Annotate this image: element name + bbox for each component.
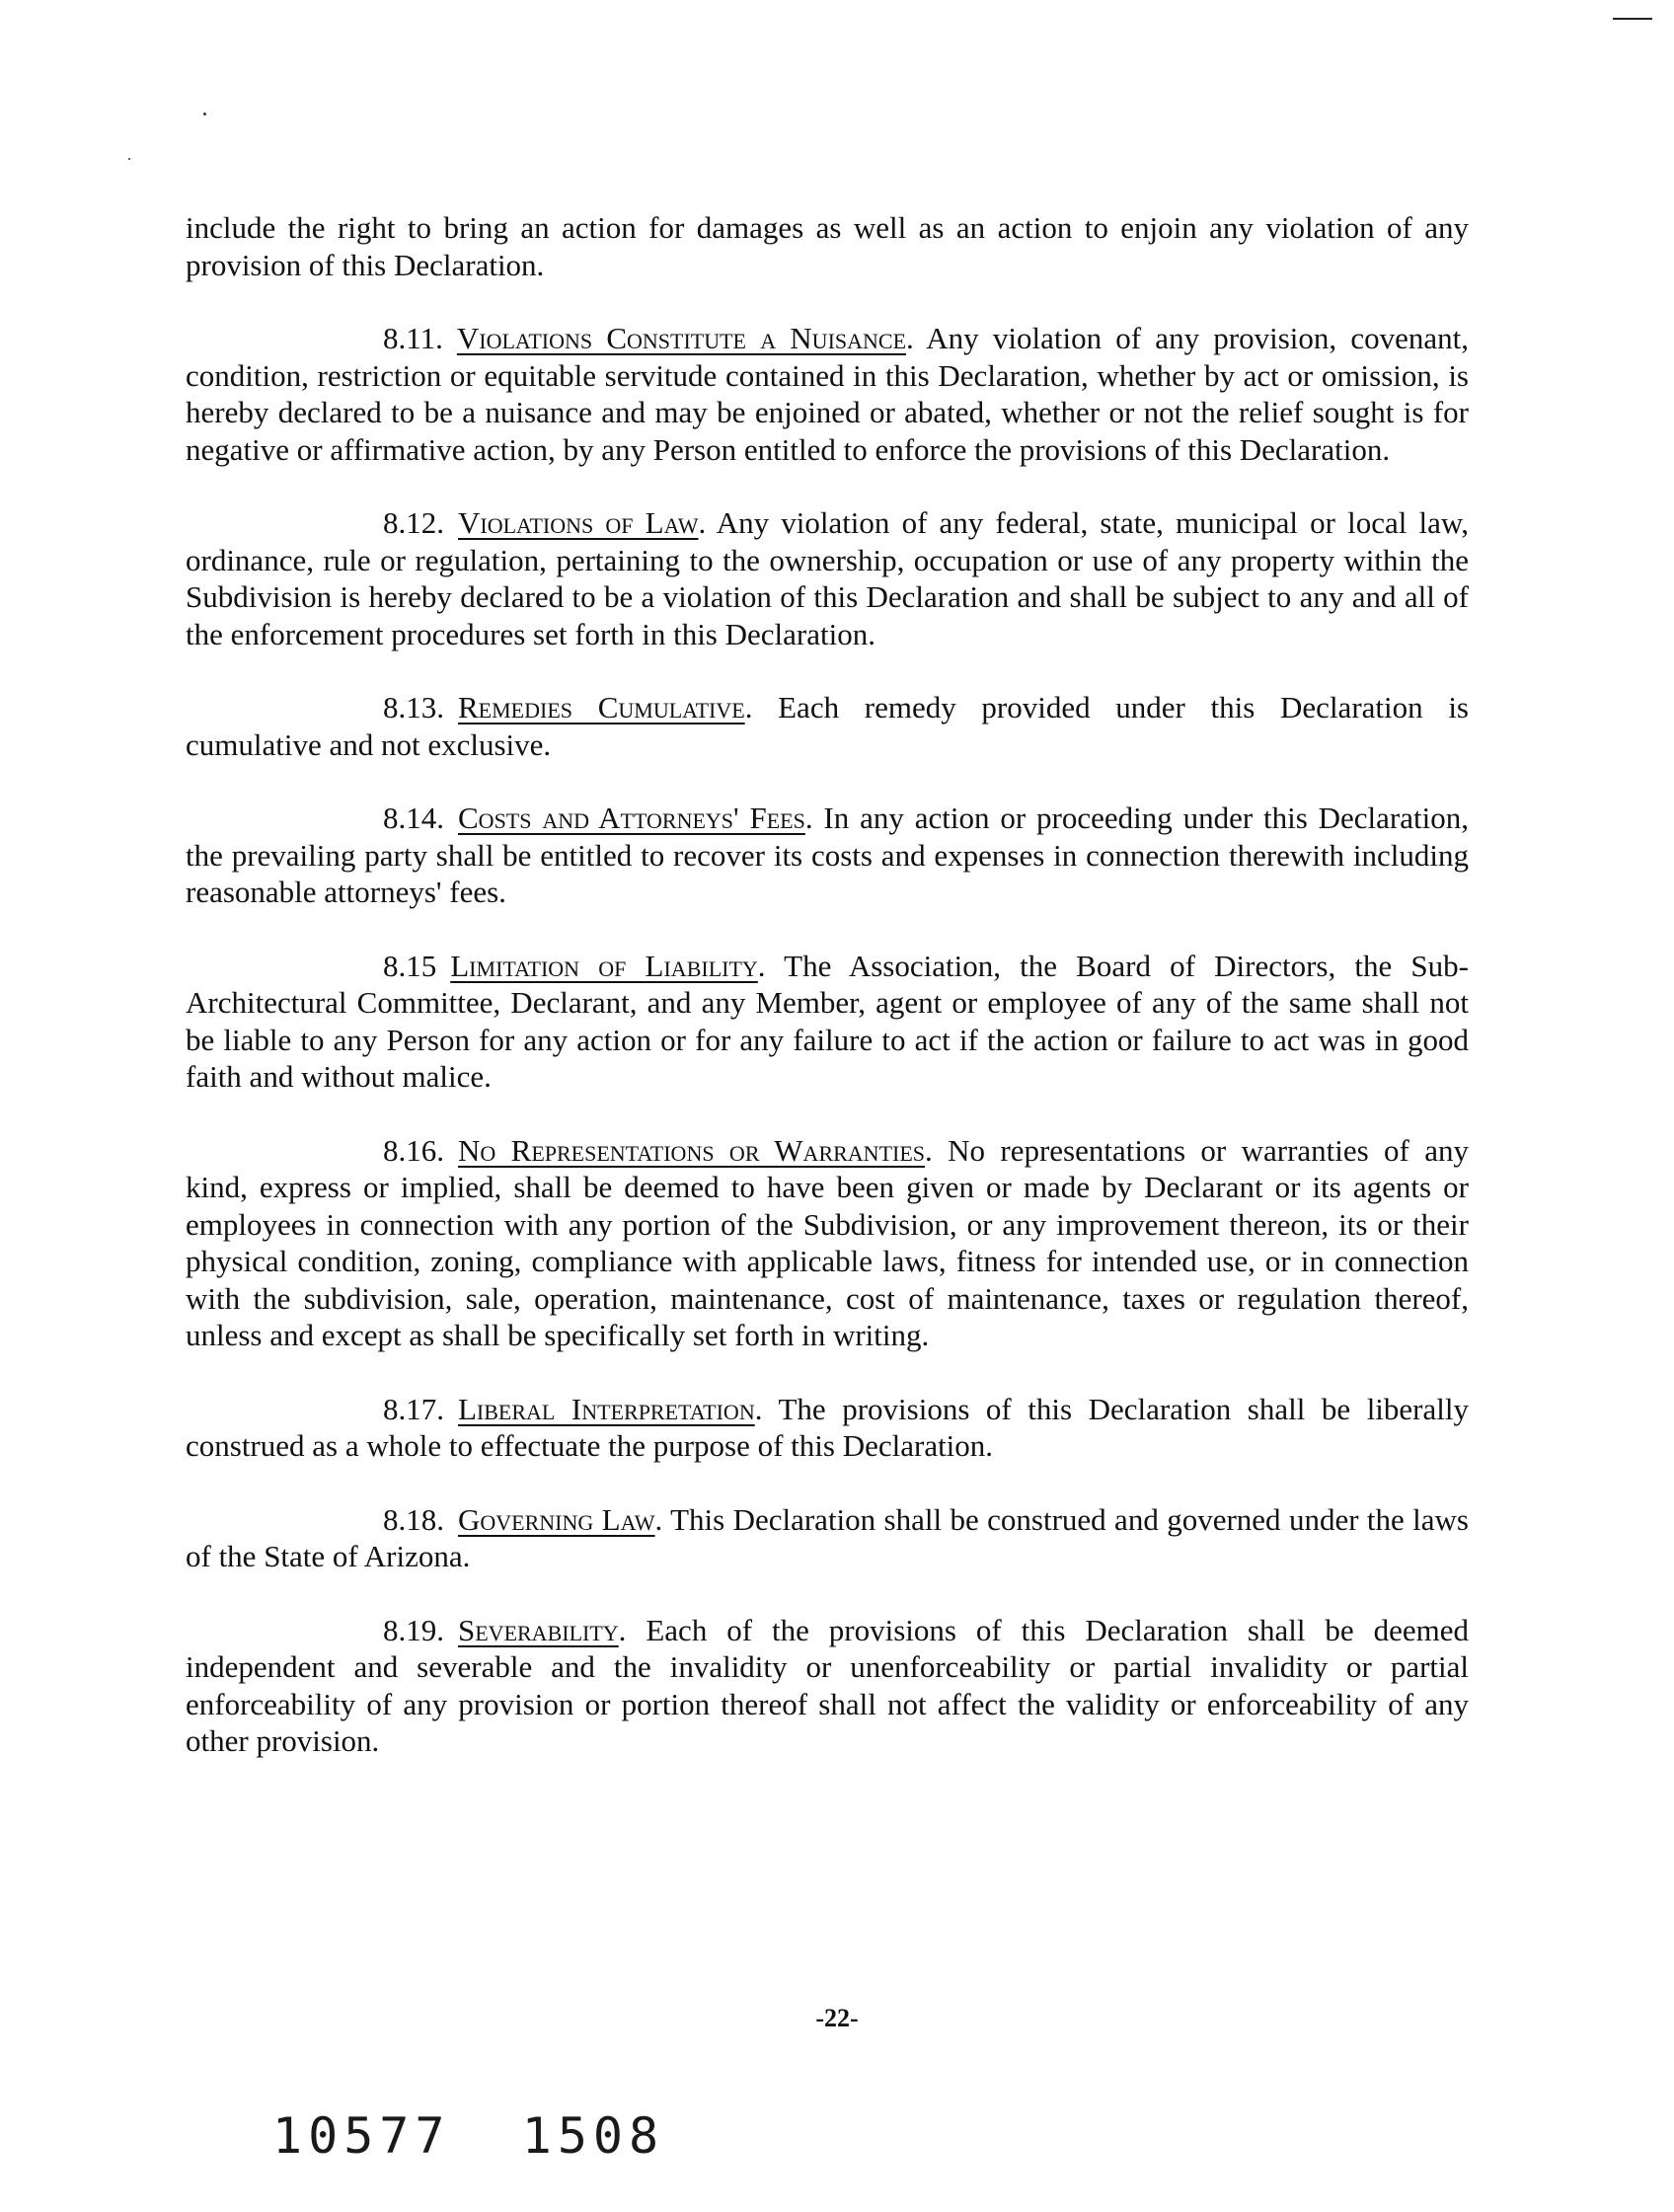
scan-speck [128, 158, 130, 160]
section-heading: Violations of Law [458, 505, 699, 540]
intro-paragraph: include the right to bring an action for damages as well as an action to enjoin any violation of any provision of this Declaration. [186, 210, 1469, 282]
section-text: The Association, the Board of Directors, the Sub-Architectural Committee, Declarant, and any Member, agent or employee of any of the same shall not be liable to any Person for any action or for any failure to act if the action or failure to act was in good faith and without malice. [186, 948, 1469, 1094]
section-8-13: 8.13. Remedies Cumulative. Each remedy provided under this Declaration is cumulative and not exclusive. [186, 690, 1469, 762]
section-heading: Severability [458, 1612, 619, 1647]
section-heading: Governing Law [458, 1501, 655, 1537]
section-number: 8.17. [383, 1391, 444, 1426]
section-number: 8.12. [383, 505, 444, 540]
section-number: 8.16. [383, 1132, 444, 1168]
section-8-12: 8.12. Violations of Law. Any violation of any federal, state, municipal or local law, ordinance, rule or regulation, pertaining to the ownership, occupation or use of any property within the Subdivision is hereby declared to be a violation of this Declaration and shall be subject to any and all of the enforcement procedures set forth in this Declaration. [186, 505, 1469, 651]
section-8-14: 8.14. Costs and Attorneys' Fees. In any action or proceeding under this Declaration, the prevailing party shall be entitled to recover its costs and expenses in connection therewith including reasonable attorneys' fees. [186, 801, 1469, 909]
section-text: No representations or warranties of any kind, express or implied, shall be deemed to have been given or made by Declarant or its agents or employees in connection with any portion of the Subdivision, or any improvement thereon, its or their physical condition, zoning, compliance with applicable laws, fitness for intended use, or in connection with the subdivision, sale, operation, maintenance, cost of maintenance, taxes or regulation thereof, unless and except as shall be specifically set forth in writing. [186, 1132, 1470, 1352]
section-8-16: 8.16. No Representations or Warranties. No representations or warranties of any kind, express or implied, shall be deemed to have been given or made by Declarant or its agents or employees in connection with any portion of the Subdivision, or any improvement thereon, its or their physical condition, zoning, compliance with applicable laws, fitness for intended use, or in connection with the subdivision, sale, operation, maintenance, cost of maintenance, taxes or regulation thereof, unless and except as shall be specifically set forth in writing. [186, 1132, 1470, 1352]
section-text: Each of the provisions of this Declaration shall be deemed independent and severable and the invalidity or unenforceability or partial invalidity or partial enforceability of any provision or portion thereof shall not affect the validity or enforceability of any other provision. [186, 1612, 1469, 1758]
section-heading: Liberal Interpretation [458, 1391, 755, 1426]
page-number: -22- [815, 2004, 859, 2032]
section-number: 8.14. [383, 801, 444, 835]
section-heading: No Representations or Warranties [458, 1132, 926, 1168]
section-text: This Declaration shall be construed and governed under the laws of the State of Arizona. [186, 1501, 1469, 1573]
document-body [186, 209, 1469, 1796]
section-text: Any violation of any provision, covenant, condition, restriction or equitable servitude contained in this Declaration, whether by act or omission, is hereby declared to be a nuisance and may be enjoined or abated, whether or not the relief sought is for negative or affirmative action, by any Person entitled to enforce the provisions of this Declaration. [186, 321, 1469, 467]
section-text: The provisions of this Declaration shall be liberally construed as a whole to effectuate the purpose of this Declaration. [186, 1391, 1469, 1463]
section-8-17: 8.17. Liberal Interpretation. The provisions of this Declaration shall be liberally construed as a whole to effectuate the purpose of this Declaration. [186, 1391, 1469, 1463]
section-heading: Costs and Attorneys' Fees [458, 801, 805, 835]
section-8-18: 8.18. Governing Law. This Declaration shall be construed and governed under the laws of the State of Arizona. [186, 1501, 1469, 1573]
section-text: In any action or proceeding under this Declaration, the prevailing party shall be entitled to recover its costs and expenses in connection therewith including reasonable attorneys' fees. [186, 801, 1469, 909]
section-8-15: 8.15 Limitation of Liability. The Association, the Board of Directors, the Sub-Architectural Committee, Declarant, and any Member, agent or employee of any of the same shall not be liable to any Person for any action or for any failure to act if the action or failure to act was in good faith and without malice. [186, 948, 1469, 1094]
section-number: 8.11. [383, 321, 443, 355]
scan-speck [203, 113, 206, 115]
section-number: 8.18. [383, 1501, 444, 1537]
section-heading: Violations Constitute a Nuisance [456, 321, 907, 355]
section-heading: Limitation of Liability [450, 948, 758, 983]
section-text: Each remedy provided under this Declaration is cumulative and not exclusive. [186, 690, 1469, 762]
section-8-19: 8.19. Severability. Each of the provisions of this Declaration shall be deemed independent and severable and the invalidity or unenforceability or partial invalidity or partial enforceability of any provision or portion thereof shall not affect the validity or enforceability of any other provision. [186, 1612, 1469, 1758]
section-heading: Remedies Cumulative [458, 690, 745, 725]
section-number: 8.13. [383, 690, 444, 725]
section-text: Any violation of any federal, state, municipal or local law, ordinance, rule or regulation, pertaining to the ownership, occupation or use of any property within the Subdivision is hereby declared to be a violation of this Declaration and shall be subject to any and all of the enforcement procedures set forth in this Declaration. [186, 505, 1469, 651]
recording-stamp: 10577 1508 [272, 2107, 665, 2165]
section-8-11: 8.11. Violations Constitute a Nuisance. Any violation of any provision, covenant, condition, restriction or equitable servitude contained in this Declaration, whether by act or omission, is hereby declared to be a nuisance and may be enjoined or abated, whether or not the relief sought is for negative or affirmative action, by any Person entitled to enforce the provisions of this Declaration. [186, 321, 1469, 467]
scan-corner-mark [1613, 18, 1652, 20]
section-number: 8.15 [383, 948, 437, 983]
section-number: 8.19. [383, 1612, 444, 1647]
